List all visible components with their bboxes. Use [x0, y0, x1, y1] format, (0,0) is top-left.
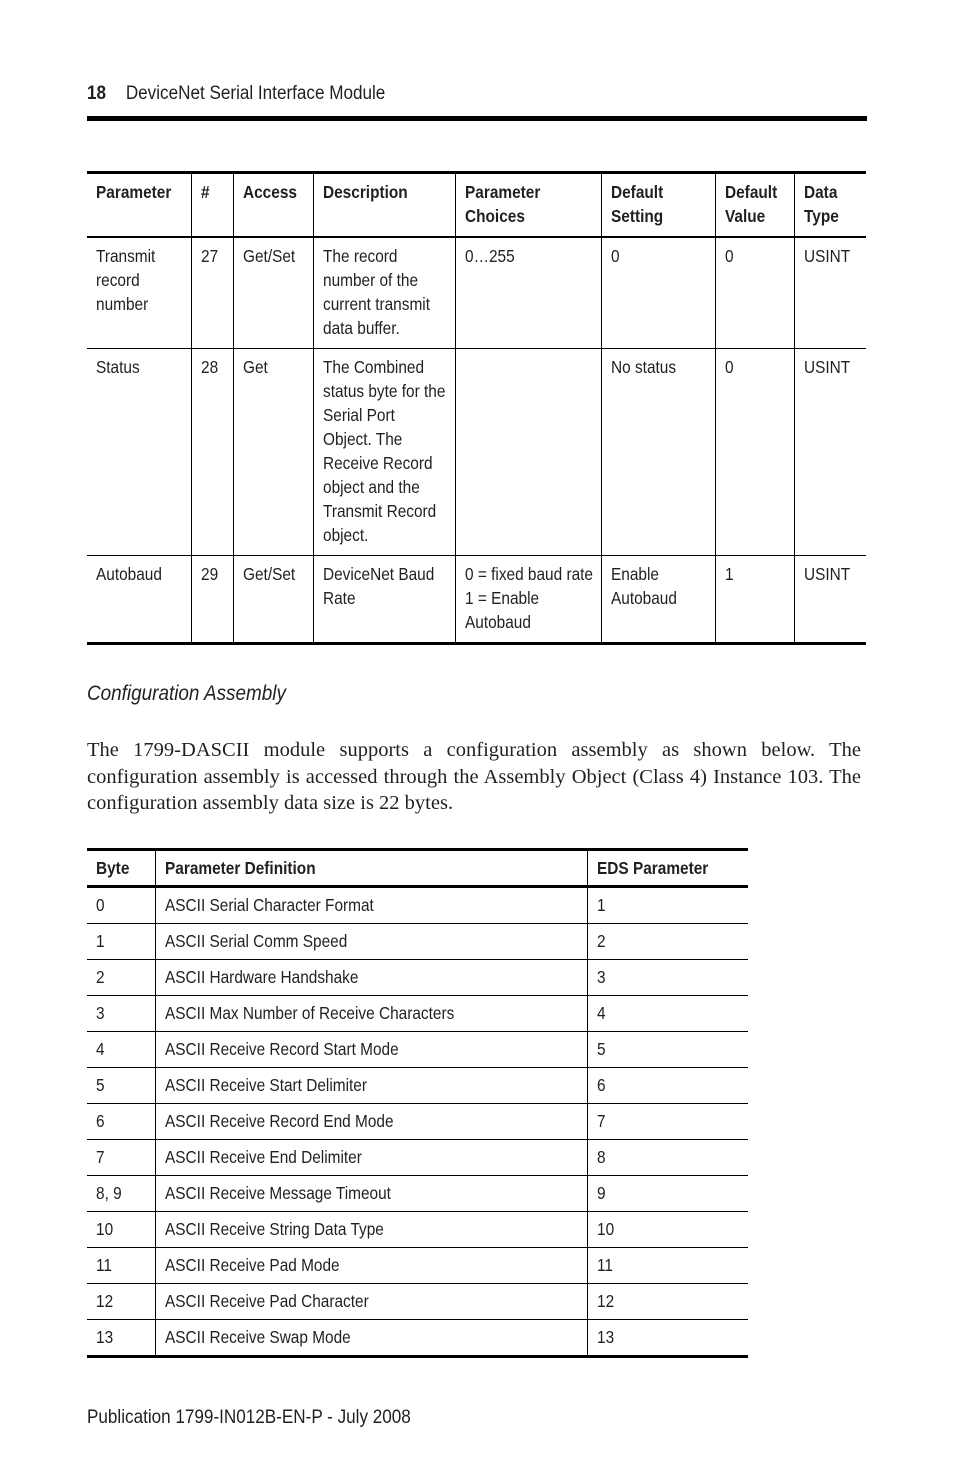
- column-header-default-value: Default Value: [716, 173, 795, 238]
- cell-eds-parameter: 1: [587, 887, 748, 924]
- cell-access: Get: [234, 349, 313, 556]
- cell-byte: 7: [87, 1140, 155, 1176]
- cell-parameter-definition: ASCII Receive Pad Mode: [155, 1248, 587, 1284]
- cell-default-setting: No status: [601, 349, 716, 556]
- cell-byte: 6: [87, 1104, 155, 1140]
- config-assembly-table: [87, 848, 748, 1358]
- table-row: [87, 996, 748, 1032]
- cell-parameter-definition: ASCII Serial Comm Speed: [155, 924, 587, 960]
- column-header-default-setting: Default Setting: [601, 173, 716, 238]
- table-row: [87, 1212, 748, 1248]
- column-header-parameter: Parameter: [87, 173, 192, 238]
- cell-eds-parameter: 9: [587, 1176, 748, 1212]
- cell-eds-parameter: 11: [587, 1248, 748, 1284]
- cell-number: 27: [192, 237, 234, 349]
- cell-eds-parameter: 4: [587, 996, 748, 1032]
- cell-eds-parameter: 7: [587, 1104, 748, 1140]
- cell-description: DeviceNet Baud Rate: [313, 556, 455, 644]
- cell-parameter-definition: ASCII Receive Start Delimiter: [155, 1068, 587, 1104]
- cell-byte: 1: [87, 924, 155, 960]
- cell-data-type: USINT: [795, 349, 866, 556]
- table-row: [87, 924, 748, 960]
- table-row: [87, 887, 748, 924]
- column-header-parameter-definition: Parameter Definition: [155, 850, 587, 887]
- table-row: [87, 1176, 748, 1212]
- table-row: [87, 556, 866, 644]
- page-header: [87, 80, 789, 108]
- cell-byte: 12: [87, 1284, 155, 1320]
- cell-eds-parameter: 3: [587, 960, 748, 996]
- cell-default-value: 1: [716, 556, 795, 644]
- cell-data-type: USINT: [795, 556, 866, 644]
- cell-default-setting: 0: [601, 237, 716, 349]
- cell-access: Get/Set: [234, 237, 313, 349]
- cell-number: 29: [192, 556, 234, 644]
- cell-eds-parameter: 2: [587, 924, 748, 960]
- cell-parameter-definition: ASCII Hardware Handshake: [155, 960, 587, 996]
- body-paragraph: The 1799-DASCII module supports a configuration assembly as shown below. The configuration assembly is accessed through the Assembly Object (Class 4) Instance 103. The configuration assembly data size is 22 bytes.: [87, 739, 861, 814]
- cell-parameter-definition: ASCII Serial Character Format: [155, 887, 587, 924]
- cell-parameter-definition: ASCII Max Number of Receive Characters: [155, 996, 587, 1032]
- config-table-header-row: [87, 850, 748, 887]
- attribute-table: [87, 171, 866, 645]
- table-row: [87, 1284, 748, 1320]
- column-header-description: Description: [313, 173, 455, 238]
- cell-byte: 11: [87, 1248, 155, 1284]
- cell-parameter-definition: ASCII Receive Record End Mode: [155, 1104, 587, 1140]
- column-header-eds-parameter: EDS Parameter: [587, 850, 748, 887]
- cell-parameter-definition: ASCII Receive Message Timeout: [155, 1176, 587, 1212]
- cell-eds-parameter: 6: [587, 1068, 748, 1104]
- section-title: Configuration Assembly: [87, 682, 286, 705]
- cell-default-value: 0: [716, 237, 795, 349]
- column-header-data-type: Data Type: [795, 173, 866, 238]
- cell-byte: 13: [87, 1320, 155, 1357]
- header-rule: [87, 116, 867, 121]
- cell-parameter-definition: ASCII Receive Swap Mode: [155, 1320, 587, 1357]
- cell-byte: 5: [87, 1068, 155, 1104]
- table-row: [87, 960, 748, 996]
- column-header-number: #: [192, 173, 234, 238]
- running-title: DeviceNet Serial Interface Module: [125, 83, 386, 104]
- cell-eds-parameter: 10: [587, 1212, 748, 1248]
- cell-default-setting: Enable Autobaud: [601, 556, 716, 644]
- cell-default-value: 0: [716, 349, 795, 556]
- cell-parameter: Autobaud: [87, 556, 192, 644]
- table-row: [87, 1248, 748, 1284]
- cell-data-type: USINT: [795, 237, 866, 349]
- cell-number: 28: [192, 349, 234, 556]
- table-row: [87, 1068, 748, 1104]
- cell-byte: 10: [87, 1212, 155, 1248]
- cell-parameter-definition: ASCII Receive Record Start Mode: [155, 1032, 587, 1068]
- cell-byte: 2: [87, 960, 155, 996]
- cell-parameter-definition: ASCII Receive End Delimiter: [155, 1140, 587, 1176]
- column-header-access: Access: [234, 173, 313, 238]
- column-header-parameter-choices: Parameter Choices: [455, 173, 601, 238]
- attribute-table-header-row: [87, 173, 866, 238]
- cell-eds-parameter: 5: [587, 1032, 748, 1068]
- cell-parameter: Transmit record number: [96, 246, 156, 314]
- cell-eds-parameter: 8: [587, 1140, 748, 1176]
- cell-byte: 0: [96, 895, 105, 915]
- table-row: [87, 1104, 748, 1140]
- cell-description: The record number of the current transmit data buffer.: [313, 237, 455, 349]
- cell-parameter: Status: [87, 349, 192, 556]
- page-number: 18: [87, 83, 107, 104]
- cell-access: Get/Set: [234, 556, 313, 644]
- table-row: [87, 1140, 748, 1176]
- cell-parameter-choices: [455, 349, 601, 556]
- cell-parameter-definition: ASCII Receive Pad Character: [155, 1284, 587, 1320]
- cell-description: The Combined status byte for the Serial Port Object. The Receive Record object and the Transmit Record object.: [313, 349, 455, 556]
- table-row: [87, 349, 866, 556]
- table-row: [87, 1320, 748, 1357]
- cell-eds-parameter: 13: [587, 1320, 748, 1357]
- cell-byte: 4: [87, 1032, 155, 1068]
- cell-byte: 8, 9: [87, 1176, 155, 1212]
- table-row: [87, 237, 866, 349]
- cell-byte: 3: [87, 996, 155, 1032]
- cell-eds-parameter: 12: [587, 1284, 748, 1320]
- page-footer: Publication 1799-IN012B-EN-P - July 2008: [87, 1407, 411, 1428]
- column-header-byte: Byte: [87, 850, 155, 887]
- cell-parameter-choices: 0…255: [455, 237, 601, 349]
- cell-parameter-choices: 0 = fixed baud rate 1 = Enable Autobaud: [455, 556, 601, 644]
- table-row: [87, 1032, 748, 1068]
- cell-parameter-definition: ASCII Receive String Data Type: [155, 1212, 587, 1248]
